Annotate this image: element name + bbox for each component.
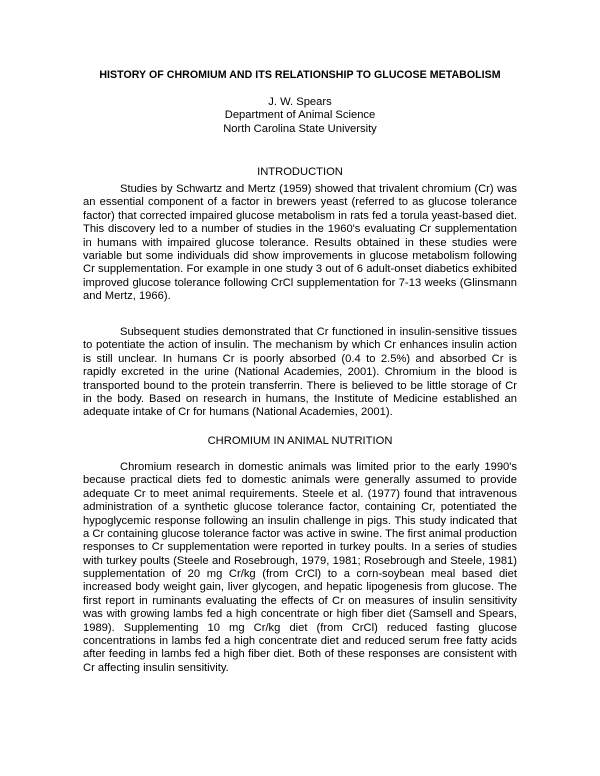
section-heading-animal-nutrition: CHROMIUM IN ANIMAL NUTRITION	[207, 435, 393, 447]
paragraph-animal-1: Chromium research in domestic animals was limited prior to the early 1990's because practical diets fed to domestic animals were generally assumed to provide adequate Cr to meet animal requirements. Steele et al. (1977) found that intravenous administration of a synthetic glucose tolerance factor, containing Cr, potentiated the hypoglycemic response following an insulin challenge in pigs. This study indicated that a Cr containing glucose tolerance factor was active in swine. The first animal production responses to Cr supplementation were reported in turkey poults. In a series of studies with turkey poults (Steele and Rosebrough, 1979, 1981; Rosebrough and Steele, 1981) supplementation of 20 mg Cr/kg (from CrCl) to a corn-soybean meal based diet increased body weight gain, liver glycogen, and hepatic lipogenesis from glucose. The first report in ruminants evaluating the effects of Cr on measures of insulin sensitivity was with growing lambs fed a high concentrate or high fiber diet (Samsell and Spears, 1989). Supplementing 10 mg Cr/kg diet (from CrCl) reduced fasting glucose concentrations in lambs fed a high concentrate diet and reduced serum free fatty acids after feeding in lambs fed a high fiber diet. Both of these responses are consistent with Cr affecting insulin sensitivity.	[83, 461, 517, 674]
author-name: J. W. Spears	[268, 96, 332, 108]
paragraph-intro-1: Studies by Schwartz and Mertz (1959) showed that trivalent chromium (Cr) was an essential component of a factor in brewers yeast (referred to as glucose tolerance factor) that corrected impaired glucose metabolism in rats fed a torula yeast-based diet. This discovery led to a number of studies in the 1960's evaluating Cr supplementation in humans with impaired glucose tolerance. Results obtained in these studies were variable but some individuals did show improvements in glucose metabolism following Cr supplementation. For example in one study 3 out of 6 adult-onset diabetics exhibited improved glucose tolerance following CrCl supplementation for 7-13 weeks (Glinsmann and Mertz, 1966).	[83, 183, 517, 302]
section-heading-introduction: INTRODUCTION	[257, 166, 343, 178]
paragraph-intro-2: Subsequent studies demonstrated that Cr functioned in insulin-sensitive tissues to potentiate the action of insulin. The mechanism by which Cr enhances insulin action is still unclear. In humans Cr is poorly absorbed (0.4 to 2.5%) and absorbed Cr is rapidly excreted in the urine (National Academies, 2001). Chromium in the blood is transported bound to the protein transferrin. There is believed to be little storage of Cr in the body. Based on research in humans, the Institute of Medicine established an adequate intake of Cr for humans (National Academies, 2001).	[83, 326, 517, 419]
author-institution: North Carolina State University	[223, 122, 377, 135]
paper-title: HISTORY OF CHROMIUM AND ITS RELATIONSHIP TO GLUCOSE METABOLISM	[99, 69, 501, 81]
author-department: Department of Animal Science	[224, 109, 376, 122]
author-block	[150, 96, 450, 136]
